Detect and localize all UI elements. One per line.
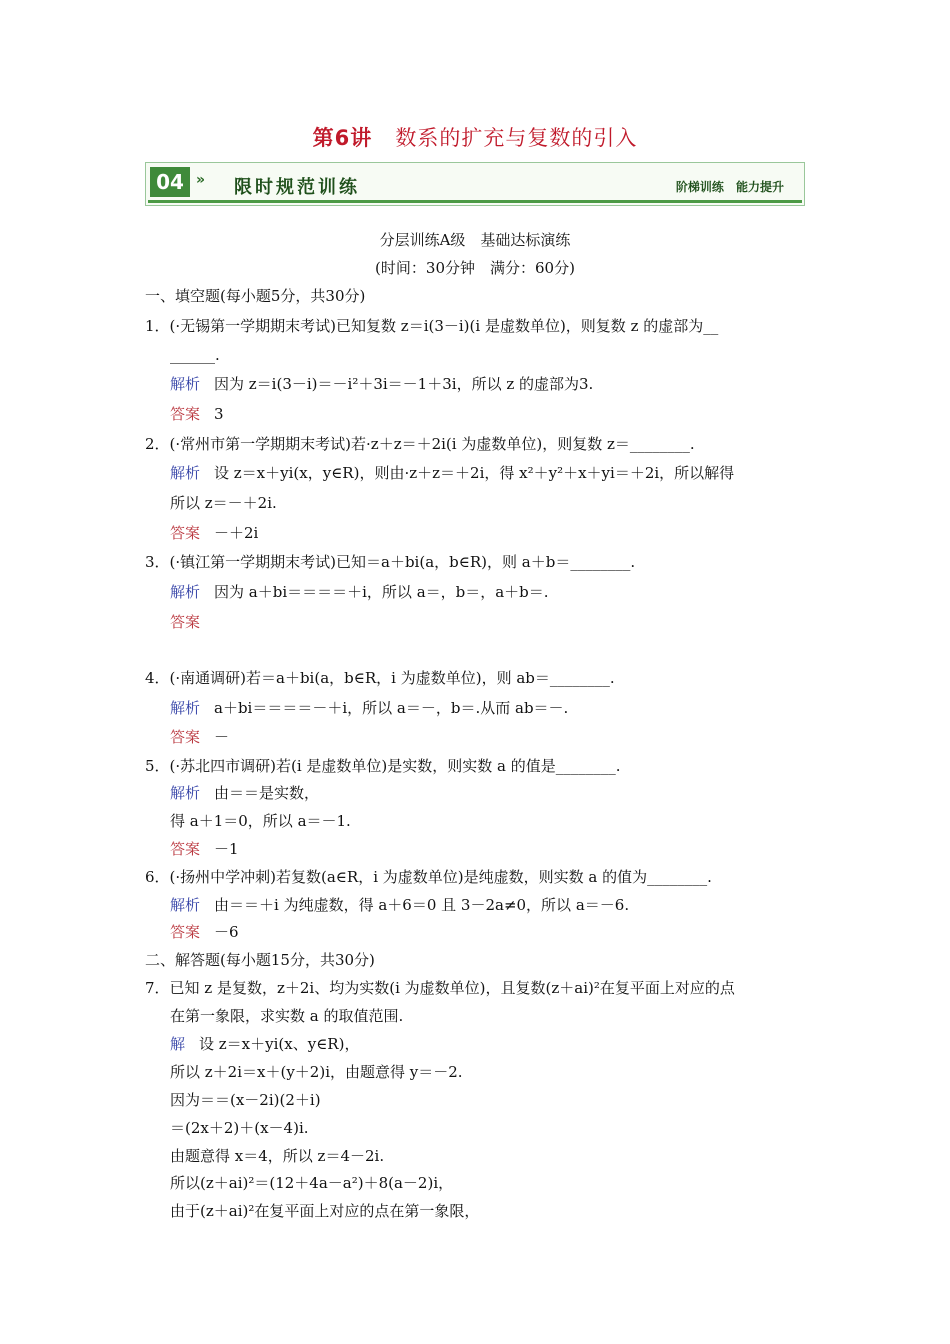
line-text: 因为 a＋bi＝＝＝＝＋i，所以 a＝，b＝，a＋b＝. bbox=[214, 583, 549, 601]
line-text: 二、解答题(每小题15分，共30分) bbox=[145, 951, 375, 969]
line-text: ＝(2x＋2)＋(x－4)i. bbox=[170, 1119, 309, 1137]
text-line bbox=[170, 698, 568, 718]
lecture-number: 第6讲 bbox=[312, 126, 373, 150]
line-text: －6 bbox=[214, 923, 239, 941]
line-text: 由＝＝是实数， bbox=[214, 784, 320, 802]
answer-label: 答案 bbox=[170, 613, 201, 631]
answer-label: 答案 bbox=[170, 728, 201, 746]
text-line bbox=[170, 463, 734, 483]
line-text: 由题意得 x＝4，所以 z＝4－2i. bbox=[170, 1147, 385, 1165]
text-line bbox=[170, 922, 239, 942]
answer-label: 答案 bbox=[170, 405, 201, 423]
line-text: 一、填空题(每小题5分，共30分) bbox=[145, 287, 366, 305]
line-text: 因为＝＝(x－2i)(2＋i) bbox=[170, 1091, 321, 1109]
text-line bbox=[170, 783, 319, 803]
text-line bbox=[145, 316, 718, 336]
section-banner bbox=[145, 162, 805, 206]
answer-label: 答案 bbox=[170, 923, 201, 941]
text-line bbox=[170, 612, 214, 632]
line-text: 设 z＝x＋yi(x、y∈R)， bbox=[199, 1035, 360, 1053]
banner-right-text: 阶梯训练 能力提升 bbox=[675, 180, 784, 194]
line-text: 7．已知 z 是复数，z＋2i、均为实数(i 为虚数单位)，且复数(z＋ai)²在复平面上对应的点 bbox=[145, 979, 735, 997]
text-line bbox=[170, 1090, 321, 1110]
lecture-title: 数系的扩充与复数的引入 bbox=[395, 126, 638, 150]
analysis-label: 解析 bbox=[170, 464, 201, 482]
text-line bbox=[170, 582, 549, 602]
text-line bbox=[170, 1201, 479, 1221]
analysis-label: 解析 bbox=[170, 699, 201, 717]
text-line bbox=[145, 668, 615, 688]
text-line bbox=[170, 1062, 463, 1082]
answer-label: 答案 bbox=[170, 840, 201, 858]
double-arrow-icon: » bbox=[196, 172, 206, 188]
analysis-label: 解析 bbox=[170, 784, 201, 802]
text-line bbox=[170, 374, 593, 394]
text-line bbox=[170, 404, 224, 424]
text-line bbox=[170, 727, 229, 747]
text-line bbox=[170, 839, 239, 859]
text-line bbox=[170, 523, 258, 543]
line-text: － bbox=[214, 728, 230, 746]
text-line bbox=[170, 1034, 359, 1054]
text-line bbox=[170, 1006, 403, 1026]
text-line bbox=[170, 493, 277, 513]
line-text: 3 bbox=[214, 405, 224, 423]
line-text: －1 bbox=[214, 840, 239, 858]
line-text: ______. bbox=[170, 346, 220, 364]
line-text: －＋2i bbox=[214, 524, 259, 542]
line-text: 2．(·常州市第一学期期末考试)若·z＋z＝＋2i(i 为虚数单位)，则复数 z＝________. bbox=[145, 435, 695, 453]
banner-badge: 04 bbox=[150, 167, 190, 197]
analysis-label: 解析 bbox=[170, 375, 201, 393]
line-text: 设 z＝x＋yi(x，y∈R)，则由·z＋z＝＋2i，得 x²＋y²＋x＋yi＝＋2i，所以解得 bbox=[214, 464, 735, 482]
answer-label: 答案 bbox=[170, 524, 201, 542]
line-text: 在第一象限，求实数 a 的取值范围. bbox=[170, 1007, 404, 1025]
analysis-label: 解析 bbox=[170, 896, 201, 914]
line-text: 得 a＋1＝0，所以 a＝－1. bbox=[170, 812, 351, 830]
text-line bbox=[170, 1118, 309, 1138]
text-line bbox=[145, 286, 365, 306]
banner-label: 限时规范训练 bbox=[234, 177, 360, 198]
line-text: a＋bi＝＝＝＝－＋i，所以 a＝－，b＝.从而 ab＝－. bbox=[214, 699, 569, 717]
line-text: 1．(·无锡第一学期期末考试)已知复数 z＝i(3－i)(i 是虚数单位)，则复数 z 的虚部为__ bbox=[145, 317, 719, 335]
text-line bbox=[145, 756, 621, 776]
page-title bbox=[0, 122, 950, 152]
line-text: 6．(·扬州中学冲刺)若复数(a∈R，i 为虚数单位)是纯虚数，则实数 a 的值为________. bbox=[145, 868, 712, 886]
time-info: (时间：30分钟 满分：60分) bbox=[375, 259, 575, 277]
text-line bbox=[145, 950, 375, 970]
text-line bbox=[170, 895, 629, 915]
line-text: 由＝＝＋i 为纯虚数，得 a＋6＝0 且 3－2a≠0，所以 a＝－6. bbox=[214, 896, 630, 914]
text-line bbox=[170, 1173, 453, 1193]
text-line bbox=[145, 552, 635, 572]
line-text: 由于(z＋ai)²在复平面上对应的点在第一象限， bbox=[170, 1202, 480, 1220]
line-text: 5．(·苏北四市调研)若(i 是虚数单位)是实数，则实数 a 的值是________. bbox=[145, 757, 621, 775]
line-text: 所以 z＝－＋2i. bbox=[170, 494, 277, 512]
section-heading: 分层训练A级 基础达标演练 bbox=[379, 231, 571, 249]
line-text: 4．(·南通调研)若＝a＋bi(a，b∈R，i 为虚数单位)，则 ab＝________. bbox=[145, 669, 615, 687]
line-text: 因为 z＝i(3－i)＝－i²＋3i＝－1＋3i，所以 z 的虚部为3. bbox=[214, 375, 594, 393]
line-text: 3．(·镇江第一学期期末考试)已知＝a＋bi(a，b∈R)，则 a＋b＝________. bbox=[145, 553, 636, 571]
text-line bbox=[145, 434, 695, 454]
text-line bbox=[145, 978, 735, 998]
solution-label: 解 bbox=[170, 1035, 186, 1053]
banner-divider bbox=[148, 200, 802, 203]
line-text: 所以(z＋ai)²＝(12＋4a－a²)＋8(a－2)i， bbox=[170, 1174, 454, 1192]
line-text: 所以 z＋2i＝x＋(y＋2)i，由题意得 y＝－2. bbox=[170, 1063, 463, 1081]
text-line bbox=[170, 1146, 384, 1166]
text-line bbox=[145, 867, 712, 887]
text-line bbox=[170, 345, 220, 365]
text-line bbox=[170, 811, 351, 831]
analysis-label: 解析 bbox=[170, 583, 201, 601]
